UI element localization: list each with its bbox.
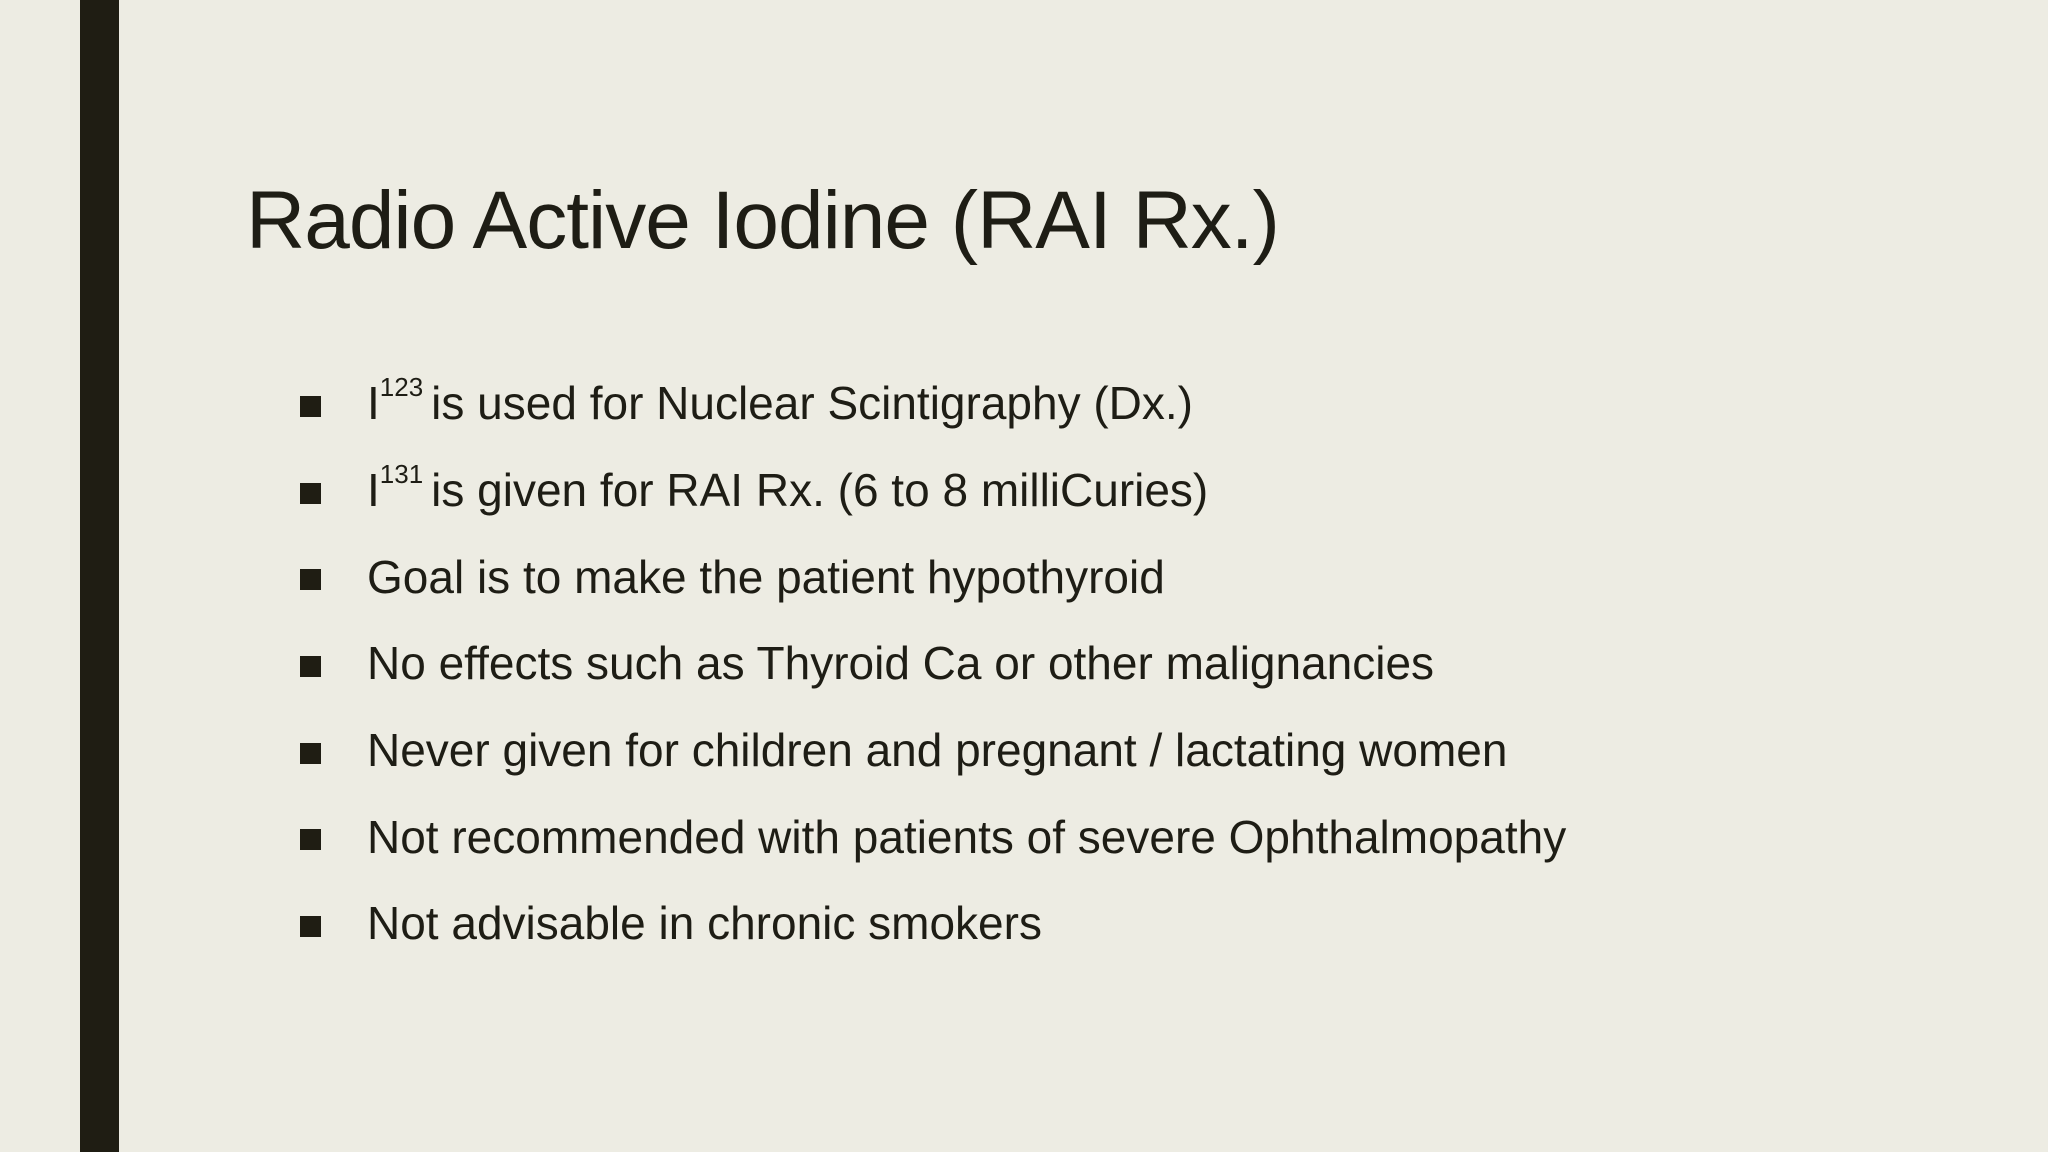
bullet-item-not-recommended [300, 793, 1566, 880]
bullet-item-never-given [300, 707, 1566, 794]
bullet-text: Goal is to make the patient hypothyroid [367, 550, 1165, 603]
bullet-superscript: 123 [379, 371, 424, 402]
bullet-item-goal [300, 533, 1566, 620]
bullet-text: is used for Nuclear Scintigraphy (Dx.) [431, 377, 1194, 430]
bullet-text: Not advisable in chronic smokers [367, 897, 1042, 950]
bullet-item-i123 [300, 360, 1566, 447]
square-bullet-icon [300, 743, 321, 764]
bullet-item-i131 [300, 447, 1566, 534]
bullet-prefix: I [367, 377, 380, 430]
bullet-text: Never given for children and pregnant / lactating women [367, 724, 1508, 777]
square-bullet-icon [300, 829, 321, 850]
square-bullet-icon [300, 916, 321, 937]
bullet-item-no-effects [300, 620, 1566, 707]
square-bullet-icon [300, 396, 321, 417]
bullet-prefix: I [367, 464, 380, 517]
bullet-superscript: 131 [379, 458, 424, 489]
square-bullet-icon [300, 483, 321, 504]
bullet-text: is given for RAI Rx. (6 to 8 milliCuries) [431, 464, 1209, 517]
bullet-list [300, 360, 1566, 967]
square-bullet-icon [300, 656, 321, 677]
slide-title: Radio Active Iodine (RAI Rx.) [246, 174, 1279, 266]
square-bullet-icon [300, 569, 321, 590]
bullet-text: Not recommended with patients of severe Ophthalmopathy [367, 810, 1567, 863]
bullet-text: No effects such as Thyroid Ca or other malignancies [367, 637, 1435, 690]
accent-bar [80, 0, 119, 1152]
bullet-item-not-advisable [300, 880, 1566, 967]
